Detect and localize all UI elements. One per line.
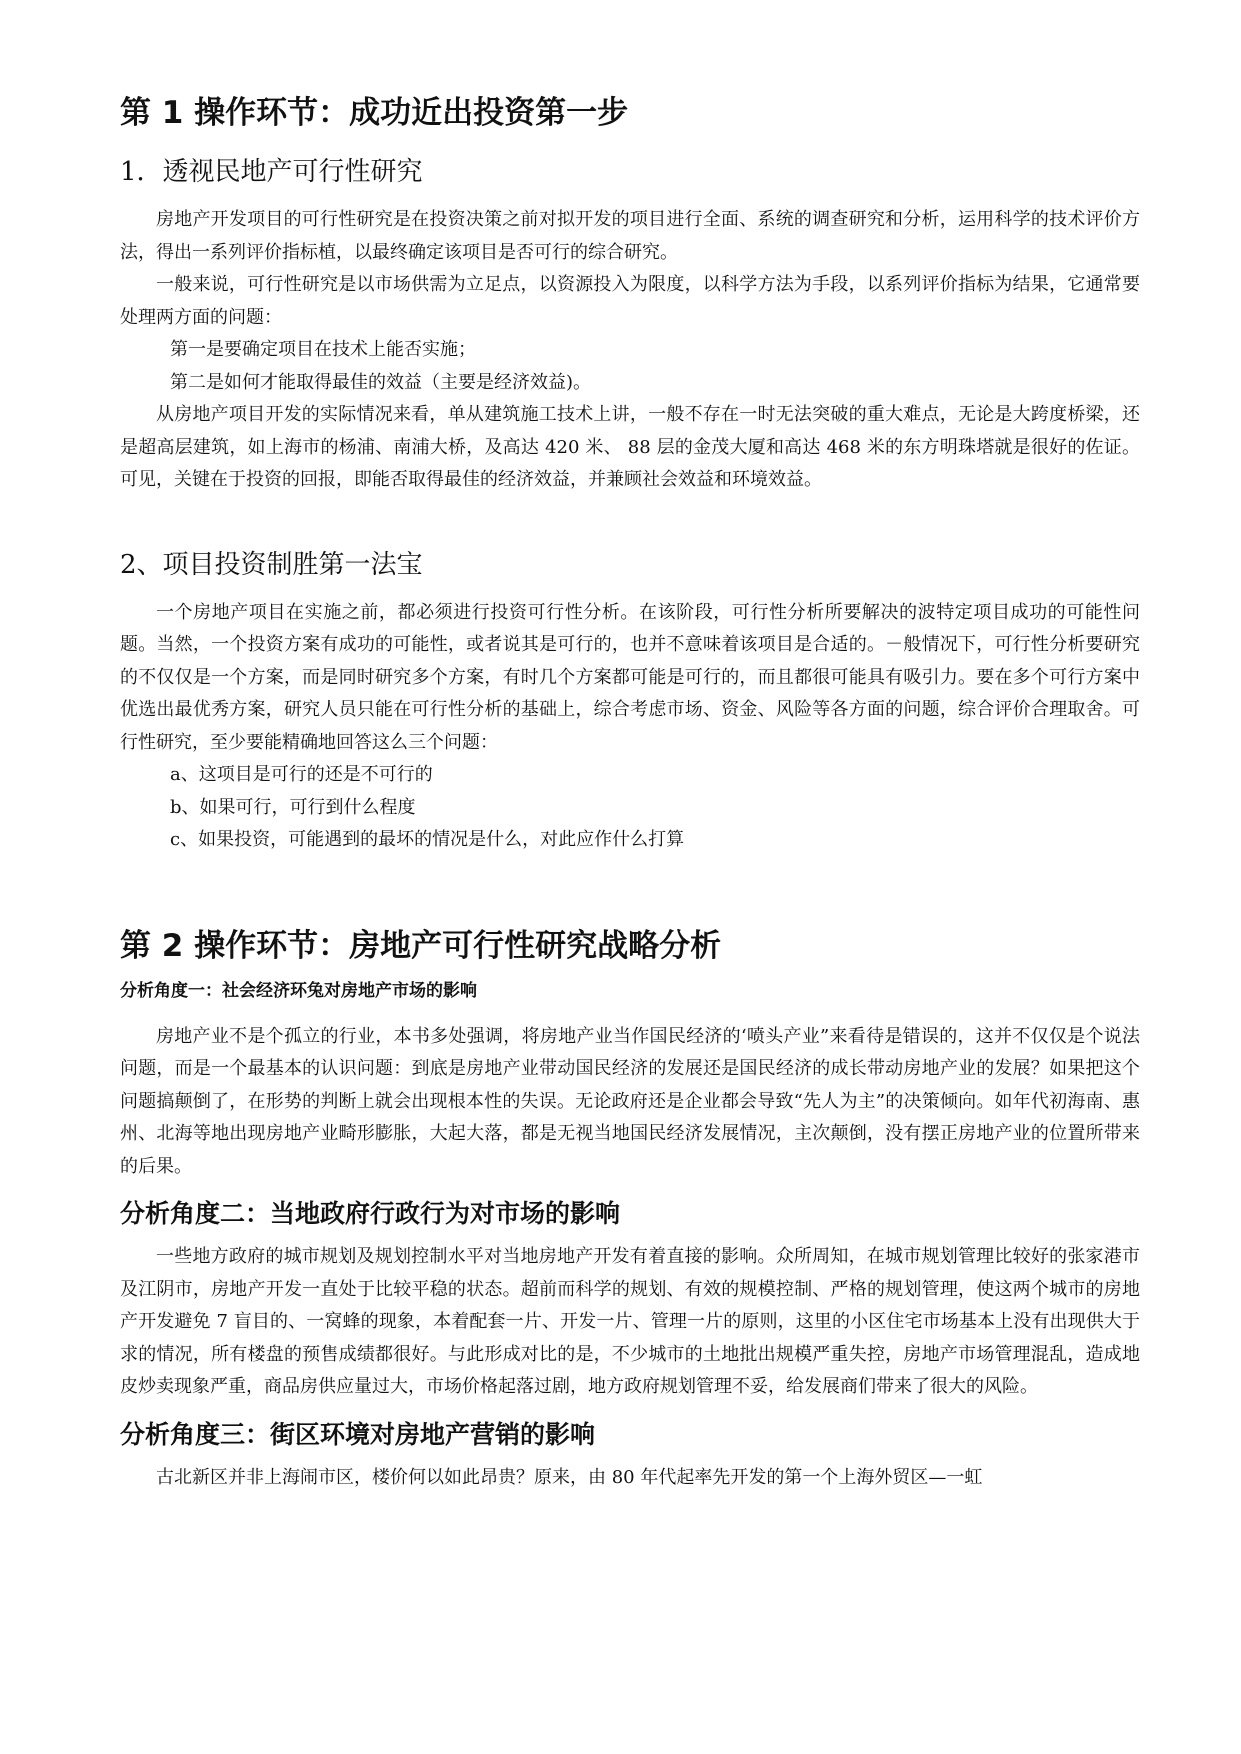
paragraph-point-2: 第二是如何才能取得最佳的效益（主要是经济效益)。 (170, 371, 592, 393)
analysis-angle-2-heading: 分析角度二：当地政府行政行为对市场的影响 (120, 1199, 621, 1228)
paragraph: 一般来说，可行性研究是以市场供需为立足点，以资源投入为限度，以科学方法为手段，以系列评价指标为结果，它通常要处理两方面的问题： (120, 274, 1140, 328)
paragraph: 一个房地产项目在实施之前，都必须进行投资可行性分析。在该阶段，可行性分析所要解决的波特定项目成功的可能性问题。当然，一个投资方案有成功的可能性，或者说其是可行的，也并不意味着该项目是合适的。－般情况下，可行性分析要研究的不仅仅是一个方案，而是同时研究多个方案，有时几个方案都可能是可行的，而且都很可能具有吸引力。要在多个可行方案中优选出最优秀方案，研究人员只能在可行性分析的基础上，综合考虑市场、资金、风险等各方面的问题，综合评价合理取舍。可行性研究，至少要能精确地回答这么三个问题： (120, 601, 1140, 753)
section-2-title: 第 2 操作环节：房地产可行性研究战略分析 (120, 927, 722, 964)
document-page (120, 92, 1140, 1494)
paragraph: 古北新区并非上海闹市区，楼价何以如此昂贵？原来，由 80 年代起率先开发的第一个上海外贸区—一虹 (156, 1466, 983, 1488)
heading-investment-key: 2、项目投资制胜第一法宝 (120, 549, 423, 580)
paragraph: 房地产开发项目的可行性研究是在投资决策之前对拟开发的项目进行全面、系统的调查研究和分析，运用科学的技术评价方法，得出一系列评价指标植，以最终确定该项目是否可行的综合研究。 (120, 209, 1140, 263)
section-1-title: 第 1 操作环节：成功近出投资第一步 (120, 95, 629, 131)
analysis-angle-3-heading: 分析角度三：街区环境对房地产营销的影响 (120, 1419, 596, 1449)
analysis-angle-1-heading: 分析角度一：社会经济环兔对房地产市场的影响 (120, 980, 477, 1001)
paragraph-point-1: 第一是要确定项目在技术上能否实施； (170, 339, 476, 360)
list-item: b、如果可行，可行到什么程度 (170, 796, 416, 818)
heading-feasibility-study: 1．透视民地产可行性研究 (120, 157, 423, 187)
paragraph: 一些地方政府的城市规划及规划控制水平对当地房地产开发有着直接的影响。众所周知，在城市规划管理比较好的张家港市及江阴市，房地产开发一直处于比较平稳的状态。超前而科学的规划、有效的规模控制、严格的规划管理，使这两个城市的房地产开发避免 7 盲目的、一窝蜂的现象，本着配套一片、开发一片、管理一片的原则，这里的小区住宅市场基本上没有出现供大于求的情况，所有楼盘的预售成绩都很好。与此形成对比的是，不少城市的土地批出规模严重失控，房地产市场管理混乱，造成地皮炒卖现象严重，商品房供应量过大，市场价格起落过剧，地方政府规划管理不妥，给发展商们带来了很大的风险。 (120, 1246, 1140, 1397)
list-item: a、这项目是可行的还是不可行的 (170, 764, 433, 785)
paragraph: 从房地产项目开发的实际情况来看，单从建筑施工技术上讲，一般不存在一时无法突破的重大难点，无论是大跨度桥梁，还是超高层建筑，如上海市的杨浦、南浦大桥，及高达 420 米、 88 层的金茂大厦和高达 468 米的东方明珠塔就是很好的佐证。可见，关键在于投资的回报，即能否取得最佳的经济效益，并兼顾社会效益和环境效益。 (120, 404, 1140, 490)
paragraph: 房地产业不是个孤立的行业，本书多处强调，将房地产业当作国民经济的‘喷头产业”来看待是错误的，这并不仅仅是个说法问题，而是一个最基本的认识问题：到底是房地产业带动国民经济的发展还是国民经济的成长带动房地产业的发展？如果把这个问题搞颠倒了，在形势的判断上就会出现根本性的失误。无论政府还是企业都会导致“先人为主”的决策倾向。如年代初海南、惠州、北海等地出现房地产业畸形膨胀，大起大落，都是无视当地国民经济发展情况，主次颠倒，没有摆正房地产业的位置所带来的后果。 (120, 1025, 1140, 1177)
list-item: c、如果投资，可能遇到的最坏的情况是什么，对此应作什么打算 (170, 829, 685, 850)
